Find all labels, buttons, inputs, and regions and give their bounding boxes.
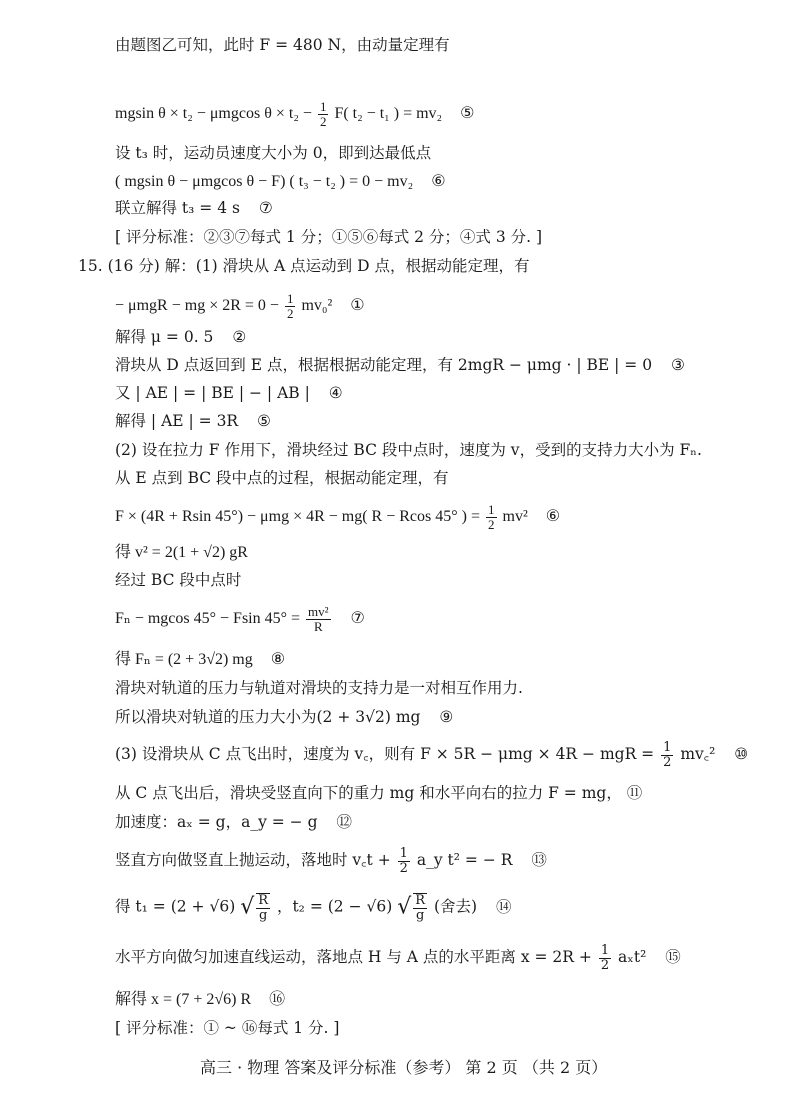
equation-part: (3) 设滑块从 C 点飞出时，速度为 v꜀，则有 F × 5R − μmg × 4R − mgR =: [115, 745, 655, 764]
numerator: mv²: [308, 604, 329, 619]
equation-number: ③: [671, 356, 685, 374]
equation-part: mv₀²: [301, 296, 333, 314]
text-line-19: [115, 652, 285, 668]
numerator: 1: [319, 99, 327, 114]
equation-line-4: [115, 174, 446, 190]
numerator: 1: [600, 943, 610, 958]
scoring-note-1: [115, 230, 542, 246]
equation-part: a_y t² = − R: [416, 851, 513, 870]
text-line-9: [115, 330, 246, 346]
numerator: 1: [488, 502, 495, 517]
equation-part: 竖直方向做竖直上抛运动，落地时 v꜀t +: [115, 851, 391, 870]
equation-line-18: [115, 605, 365, 633]
fraction: [486, 503, 497, 531]
fraction: [256, 893, 270, 922]
text-line-21: [115, 710, 453, 726]
line-text: 从 C 点飞出后，滑块受竖直向下的重力 mg 和水平向右的拉力 F = mg，: [115, 784, 622, 802]
numerator: 1: [399, 846, 408, 861]
equation-number: ⑦: [350, 609, 365, 627]
fraction: [398, 847, 410, 875]
line-text: 又 | AE | = | BE | − | AB |: [115, 384, 310, 402]
numerator: 1: [286, 291, 294, 306]
equation-part: − μmgR − mg × 2R = 0 −: [115, 296, 279, 314]
equation-line-26: [115, 893, 512, 922]
denominator: 2: [600, 957, 610, 973]
line-text: [ 评分标准：① ~ ⑯每式 1 分. ]: [115, 1019, 340, 1037]
equation-number: ⑤: [257, 412, 271, 430]
line-text: 滑块从 D 点返回到 E 点，根据根据动能定理，有 2mgR − μmg · | BE | = 0: [115, 356, 653, 374]
equation-number: ⑦: [258, 199, 273, 217]
line-text: [ 评分标准：②③⑦每式 1 分；①⑤⑥每式 2 分；④式 3 分. ]: [115, 228, 543, 246]
equation-number: ②: [232, 328, 247, 346]
equation-number: ⑭: [496, 897, 512, 916]
equation-number: ⑪: [626, 784, 643, 802]
denominator: g: [415, 907, 425, 923]
text-line-23: [115, 786, 642, 802]
line-text: 加速度：aₓ = g，a_y = − g: [115, 813, 318, 831]
numerator: R: [415, 893, 426, 908]
denominator: R: [313, 618, 323, 634]
equation-number: ⑫: [336, 813, 352, 831]
fraction: [413, 893, 427, 922]
equation-part: mv꜀²: [680, 745, 716, 764]
numerator: 1: [663, 740, 672, 755]
fraction: [661, 741, 673, 769]
fraction: [306, 605, 331, 633]
text-line-14: [115, 471, 449, 487]
equation-number: ④: [328, 384, 343, 402]
equation-line-25: [115, 847, 547, 875]
fraction: [599, 944, 611, 972]
equation-number: ⑩: [734, 745, 749, 764]
line-text: 得 Fₙ = (2 + 3√2) mg: [115, 651, 253, 668]
equation-part: aₓt²: [618, 948, 647, 967]
footer-text: 高三 · 物理 答案及评分标准（参考） 第 2 页 （共 2 页）: [200, 1058, 608, 1077]
line-text: 由题图乙可知，此时 F = 480 N，由动量定理有: [115, 36, 450, 54]
equation-part: 水平方向做匀加速直线运动，落地点 H 与 A 点的水平距离 x = 2R +: [115, 948, 592, 967]
equation-part: ，t₂ = (2 − √6): [276, 897, 393, 916]
text-line-16: [115, 545, 248, 561]
equation-line-22: [115, 741, 748, 769]
line-text: 联立解得 t₃ = 4 s: [115, 199, 240, 217]
equation-number: ⑨: [439, 708, 454, 726]
denominator: 2: [488, 516, 495, 532]
radical-sign: √: [397, 894, 412, 920]
line-text: 滑块对轨道的压力与轨道对滑块的支持力是一对相互作用力.: [115, 679, 523, 697]
line-text: 所以滑块对轨道的压力大小为(2 + 3√2) mg: [115, 708, 421, 726]
text-line-24: [115, 815, 352, 831]
equation-line-2: [115, 100, 474, 128]
fraction: [285, 292, 296, 320]
text-line-13: [115, 443, 702, 459]
text-line-28: [115, 992, 285, 1008]
text-line-17: [115, 573, 241, 589]
equation-number: ①: [350, 296, 365, 314]
denominator: g: [258, 907, 268, 923]
equation-number: ⑥: [431, 173, 446, 190]
denominator: 2: [319, 113, 327, 129]
equation-number: ⑤: [460, 104, 475, 122]
line-text: 解得 | AE | = 3R: [115, 412, 239, 430]
denominator: 2: [663, 754, 672, 770]
line-text: 得 v² = 2(1 + √2) gR: [115, 544, 248, 561]
line-text: 解得 x = (7 + 2√6) R: [115, 991, 252, 1008]
equation-part: (舍去): [433, 897, 478, 916]
equation-part: mgsin θ × t₂ − μmgcos θ × t₂ −: [115, 104, 312, 122]
text-line-3: [115, 146, 431, 162]
equation-line-15: [115, 503, 560, 531]
text-line-12: [115, 414, 271, 430]
equation-part: mv²: [502, 507, 528, 525]
equation-part: 得 t₁ = (2 + √6): [115, 897, 236, 916]
line-text: (2) 设在拉力 F 作用下，滑块经过 BC 段中点时，速度为 v，受到的支持力大小为 Fₙ.: [115, 441, 702, 459]
square-root: [397, 893, 429, 922]
line-text: 15. (16 分) 解：(1) 滑块从 A 点运动到 D 点，根据动能定理，有: [78, 257, 530, 275]
equation-line-27: [115, 944, 681, 972]
line-text: 设 t₃ 时，运动员速度大小为 0，即到达最低点: [115, 144, 432, 162]
text-line-11: [115, 386, 343, 402]
radical-sign: √: [240, 894, 255, 920]
equation-line-8: [115, 292, 365, 320]
equation-number: ⑥: [545, 507, 561, 525]
equation-number: ⑬: [531, 851, 547, 870]
equation-part: F( t₂ − t₁ ) = mv₂: [334, 104, 443, 122]
line-text: 经过 BC 段中点时: [115, 571, 242, 589]
question-15-heading: [78, 259, 529, 275]
equation-part: F × (4R + Rsin 45°) − μmg × 4R − mg( R − Rcos 45° ) =: [115, 507, 480, 525]
scoring-note-2: [115, 1021, 339, 1037]
line-text: 解得 μ = 0. 5: [115, 328, 214, 346]
equation-number: ⑯: [269, 991, 286, 1008]
denominator: 2: [399, 860, 408, 876]
numerator: R: [258, 893, 269, 908]
equation-part: Fₙ − mgcos 45° − Fsin 45° =: [115, 609, 301, 627]
line-text: 从 E 点到 BC 段中点的过程，根据动能定理，有: [115, 469, 449, 487]
equation-number: ⑧: [270, 651, 286, 668]
equation-part: ( mgsin θ − μmgcos θ − F) ( t₃ − t₂ ) = 0 − mv₂: [115, 173, 414, 190]
text-line-20: [115, 681, 523, 697]
page-footer: [200, 1060, 607, 1076]
fraction: [318, 100, 329, 128]
denominator: 2: [286, 305, 294, 321]
equation-number: ⑮: [665, 948, 681, 967]
text-line-1: [115, 38, 450, 54]
text-line-10: [115, 358, 685, 374]
square-root: [240, 893, 272, 922]
text-line-5: [115, 201, 273, 217]
